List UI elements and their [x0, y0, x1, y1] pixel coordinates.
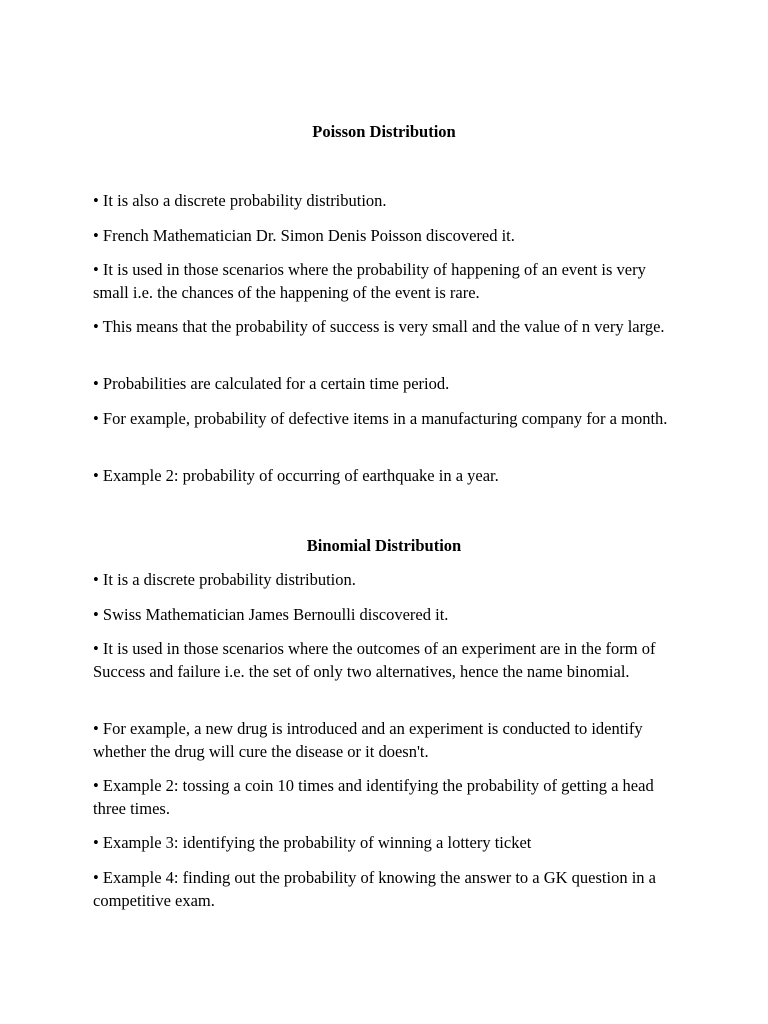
binomial-bullet-7: • Example 4: finding out the probability of knowing the answer to a GK question in a competitive exam.: [93, 868, 657, 910]
poisson-bullet-1: • It is also a discrete probability distribution.: [93, 191, 387, 210]
binomial-bullet-2: • Swiss Mathematician James Bernoulli discovered it.: [93, 605, 449, 624]
binomial-bullet-5: • Example 2: tossing a coin 10 times and identifying the probability of getting a head three times.: [93, 776, 654, 818]
poisson-bullet-7: • Example 2: probability of occurring of earthquake in a year.: [93, 466, 499, 485]
binomial-bullet-1: • It is a discrete probability distribution.: [93, 570, 356, 589]
binomial-bullet-6: • Example 3: identifying the probability of winning a lottery ticket: [93, 833, 532, 852]
poisson-bullet-6: • For example, probability of defective items in a manufacturing company for a month.: [93, 409, 668, 428]
poisson-heading: Poisson Distribution: [312, 122, 456, 141]
binomial-heading: Binomial Distribution: [306, 536, 462, 555]
poisson-bullet-3: • It is used in those scenarios where the probability of happening of an event is very small i.e. the chances of the happening of the event is rare.: [93, 260, 646, 302]
poisson-bullet-2: • French Mathematician Dr. Simon Denis Poisson discovered it.: [93, 226, 515, 245]
binomial-bullet-3: • It is used in those scenarios where the outcomes of an experiment are in the form of Success and failure i.e. the set of only two alternatives, hence the name binomial.: [93, 639, 656, 681]
binomial-bullet-4: • For example, a new drug is introduced and an experiment is conducted to identify whether the drug will cure the disease or it doesn't.: [93, 719, 643, 761]
poisson-bullet-5: • Probabilities are calculated for a certain time period.: [93, 374, 450, 393]
poisson-bullet-4: • This means that the probability of success is very small and the value of n very large.: [93, 317, 665, 336]
